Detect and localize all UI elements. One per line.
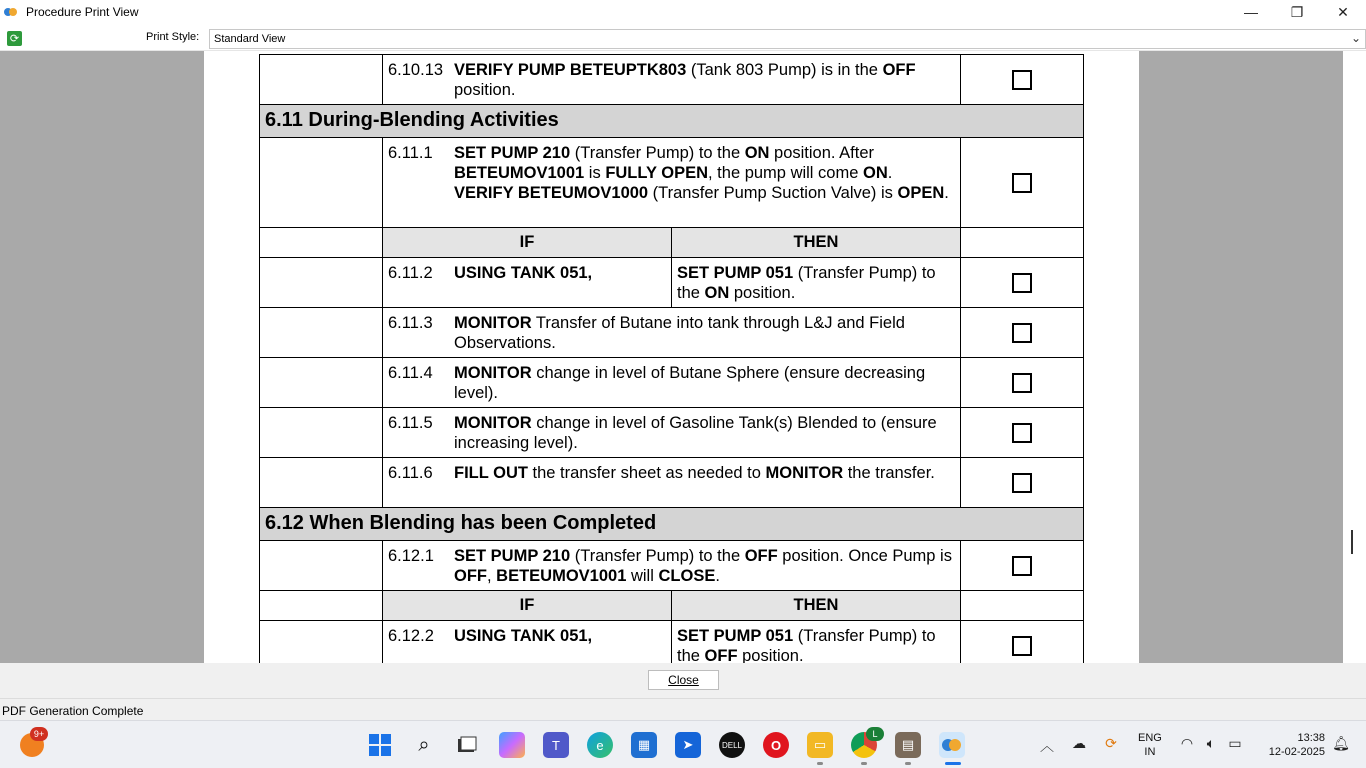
copilot-icon[interactable] — [499, 732, 525, 758]
step-number: 6.11.4 — [388, 364, 433, 382]
step — [388, 263, 665, 283]
refresh-icon[interactable]: ⟳ — [7, 31, 22, 46]
section-header-row — [260, 508, 1084, 541]
step-keyword: USING TANK 051, — [454, 264, 593, 282]
blank-cell — [260, 138, 383, 228]
minimize-button[interactable]: — — [1244, 4, 1258, 20]
step-number: 6.12.1 — [388, 547, 434, 565]
vertical-scrollbar[interactable] — [1343, 51, 1366, 663]
language-indicator[interactable] — [1138, 731, 1162, 759]
blank-cell — [260, 258, 383, 308]
blank-cell — [260, 55, 383, 105]
blank-cell — [961, 591, 1084, 621]
step-cell — [383, 408, 961, 458]
chrome-profile-badge: L — [866, 727, 884, 741]
notification-badge: 9+ — [30, 727, 48, 741]
notification-bell-icon[interactable]: 🔔︎ — [1332, 735, 1350, 751]
maximize-button[interactable]: ❐ — [1290, 3, 1304, 20]
task-view-icon[interactable] — [454, 732, 480, 758]
print-style-label: Print Style: — [146, 31, 200, 43]
signoff-cell — [961, 308, 1084, 358]
step-keyword: CLOSE — [658, 567, 716, 585]
volume-icon[interactable]: 🔈︎ — [1206, 735, 1216, 751]
step — [388, 546, 954, 586]
step-row — [260, 138, 1084, 228]
step-keyword: FILL OUT — [454, 464, 528, 482]
active-indicator — [945, 762, 961, 765]
step-text-fragment: (Tank 803 Pump) is in the — [686, 61, 883, 79]
step-row — [260, 308, 1084, 358]
chevron-down-icon[interactable]: ⌄ — [1350, 31, 1361, 45]
step-number: 6.10.13 — [388, 61, 444, 79]
step-text-fragment: (Transfer Pump) to the — [570, 547, 745, 565]
step-text-fragment: . — [715, 567, 720, 585]
step-text-fragment: is — [584, 164, 606, 182]
blank-cell — [260, 591, 383, 621]
step-checkbox[interactable] — [1012, 423, 1032, 443]
step-text-fragment: , the pump will come — [708, 164, 863, 182]
step-row — [260, 458, 1084, 508]
window-title: Procedure Print View — [26, 5, 139, 19]
sync-icon[interactable]: ⟳ — [1105, 735, 1117, 751]
print-style-value: Standard View — [214, 33, 286, 45]
step-text-fragment: change in level of Gasoline Tank(s) Blended to (ensure increasing level). — [454, 414, 937, 452]
start-icon[interactable] — [367, 732, 393, 758]
step-text-fragment: . — [944, 184, 949, 202]
power-automate-icon[interactable]: ➤ — [675, 732, 701, 758]
step — [388, 626, 665, 646]
if-then-header-row — [260, 228, 1084, 258]
app-logo-icon — [4, 6, 20, 18]
step-keyword: OFF — [744, 547, 778, 565]
step-cell — [383, 458, 961, 508]
step-text — [454, 626, 665, 646]
taskbar — [0, 720, 1366, 768]
signoff-cell — [961, 258, 1084, 308]
step-keyword: ON — [704, 284, 730, 302]
title-bar — [0, 0, 1366, 24]
search-icon[interactable]: ⌕ — [418, 733, 430, 756]
step-text-fragment: Transfer of Butane into tank through L&J and Field Observations. — [454, 314, 905, 352]
scrollbar-thumb[interactable] — [1351, 530, 1353, 554]
step-text-fragment: change in level of Butane Sphere (ensure decreasing level). — [454, 364, 926, 402]
step-keyword: MONITOR — [454, 414, 532, 432]
signoff-cell — [961, 358, 1084, 408]
clock-time: 13:38 — [1297, 732, 1325, 744]
step-text-fragment: position. — [454, 81, 516, 99]
dell-icon[interactable]: DELL — [719, 732, 745, 758]
step-text-fragment: position. — [737, 647, 804, 663]
step-row — [260, 408, 1084, 458]
step-text-fragment: will — [626, 567, 659, 585]
step-text-fragment: the transfer. — [843, 464, 935, 482]
if-header: IF — [383, 591, 672, 621]
section-title: 6.12 When Blending has been Completed — [260, 508, 1084, 541]
step-cell — [383, 541, 961, 591]
teams-icon[interactable]: T — [543, 732, 569, 758]
window-controls — [1228, 0, 1366, 24]
step-cell — [383, 138, 961, 228]
running-indicator — [861, 762, 867, 765]
language-code: ENG — [1138, 732, 1162, 744]
step-text-fragment: , — [487, 567, 497, 585]
running-indicator — [905, 762, 911, 765]
step-keyword: SET PUMP 210 — [454, 547, 571, 565]
if-then-step-row — [260, 621, 1084, 664]
step-keyword: ON — [744, 144, 770, 162]
if-then-step-row — [260, 258, 1084, 308]
opera-icon[interactable]: O — [763, 732, 789, 758]
blank-cell — [260, 621, 383, 664]
clock[interactable] — [1255, 731, 1325, 759]
step-checkbox[interactable] — [1012, 556, 1032, 576]
step-text — [454, 546, 954, 586]
blank-cell — [260, 541, 383, 591]
step-keyword: FULLY OPEN — [605, 164, 709, 182]
then-header: THEN — [672, 591, 961, 621]
step — [388, 463, 954, 483]
button-bar — [0, 663, 1366, 698]
procedure-table — [259, 54, 1084, 663]
print-style-select[interactable] — [209, 29, 1366, 49]
step-number: 6.11.3 — [388, 314, 433, 332]
step-keyword: USING TANK 051, — [454, 627, 593, 645]
onedrive-sync-icon[interactable]: ☁ — [1072, 735, 1086, 751]
step-keyword: SET PUMP 051 — [677, 627, 794, 645]
show-hidden-icons-icon[interactable]: ︿ — [1040, 738, 1054, 754]
step-number: 6.11.5 — [388, 414, 433, 432]
then-action-cell — [672, 621, 961, 664]
edge-icon[interactable]: e — [587, 732, 613, 758]
step-keyword: VERIFY BETEUMOV1000 — [454, 184, 649, 202]
step-text — [454, 463, 954, 483]
signoff-cell — [961, 621, 1084, 664]
step-text-fragment: (Transfer Pump) to the — [677, 627, 936, 663]
section-header-row — [260, 105, 1084, 138]
procedure-app-icon[interactable] — [939, 732, 965, 758]
step-row — [260, 55, 1084, 105]
blank-cell — [260, 458, 383, 508]
battery-icon[interactable]: ▭ — [1228, 735, 1242, 751]
step — [388, 413, 954, 453]
status-bar — [0, 698, 1366, 720]
step-keyword: OFF — [882, 61, 916, 79]
file-explorer-icon[interactable]: ▭ — [807, 732, 833, 758]
step-number: 6.11.1 — [388, 144, 433, 162]
step-keyword: OFF — [454, 567, 487, 585]
step-number: 6.12.2 — [388, 627, 434, 645]
if-condition-cell — [383, 621, 672, 664]
step-keyword: MONITOR — [454, 314, 532, 332]
if-header: IF — [383, 228, 672, 258]
if-condition-cell — [383, 258, 672, 308]
step-keyword: SET PUMP 210 — [454, 144, 571, 162]
blank-cell — [260, 308, 383, 358]
close-button[interactable]: Close — [648, 670, 719, 690]
status-text: PDF Generation Complete — [2, 704, 144, 718]
step-keyword: MONITOR — [765, 464, 844, 482]
wifi-icon[interactable]: ◠ — [1180, 735, 1194, 751]
step — [388, 143, 954, 203]
blank-cell — [260, 408, 383, 458]
step — [388, 313, 954, 353]
document-page — [204, 51, 1139, 663]
step-text-fragment: (Transfer Pump Suction Valve) is — [648, 184, 898, 202]
blank-cell — [260, 228, 383, 258]
step-number: 6.11.2 — [388, 264, 433, 282]
step-text — [454, 313, 954, 353]
step-checkbox[interactable] — [1012, 323, 1032, 343]
step-row — [260, 358, 1084, 408]
archive-app-icon[interactable]: ▤ — [895, 732, 921, 758]
step-text-fragment: position. Once Pump is — [777, 547, 952, 565]
step-text-fragment: (Transfer Pump) to the — [677, 264, 936, 302]
toolbar — [0, 27, 1366, 51]
step-checkbox[interactable] — [1012, 70, 1032, 90]
step-text-fragment: position. After — [769, 144, 875, 162]
step-checkbox[interactable] — [1012, 273, 1032, 293]
step-keyword: BETEUMOV1001 — [454, 164, 585, 182]
step — [388, 363, 954, 403]
step-keyword: OPEN — [897, 184, 945, 202]
step-text-fragment: the transfer sheet as needed to — [527, 464, 766, 482]
step-keyword: VERIFY PUMP BETEUPTK803 — [454, 61, 687, 79]
step-checkbox[interactable] — [1012, 473, 1032, 493]
step-text — [454, 263, 665, 283]
section-title: 6.11 During-Blending Activities — [260, 105, 1084, 138]
signoff-cell — [961, 541, 1084, 591]
blank-cell — [961, 228, 1084, 258]
close-window-button[interactable]: ✕ — [1337, 3, 1349, 20]
signoff-cell — [961, 138, 1084, 228]
then-header: THEN — [672, 228, 961, 258]
running-indicator — [817, 762, 823, 765]
step-keyword: MONITOR — [454, 364, 532, 382]
step-checkbox[interactable] — [1012, 636, 1032, 656]
step-text-fragment: (Transfer Pump) to the — [570, 144, 745, 162]
step-number: 6.11.6 — [388, 464, 433, 482]
step-text — [454, 60, 954, 100]
document-viewer[interactable] — [0, 51, 1343, 663]
blank-cell — [260, 358, 383, 408]
step-text — [454, 363, 954, 403]
step-keyword: OFF — [704, 647, 738, 663]
step-checkbox[interactable] — [1012, 173, 1032, 193]
step-cell — [383, 358, 961, 408]
step-checkbox[interactable] — [1012, 373, 1032, 393]
signoff-cell — [961, 458, 1084, 508]
then-action-cell — [672, 258, 961, 308]
step-row — [260, 541, 1084, 591]
clock-date: 12-02-2025 — [1268, 746, 1325, 758]
step-keyword: BETEUMOV1001 — [496, 567, 627, 585]
step-text-fragment: position. — [729, 284, 796, 302]
signoff-cell — [961, 408, 1084, 458]
store-icon[interactable]: ▦ — [631, 732, 657, 758]
step-keyword: SET PUMP 051 — [677, 264, 794, 282]
step-text — [454, 143, 954, 203]
step-cell — [383, 308, 961, 358]
region-code: IN — [1144, 746, 1156, 758]
signoff-cell — [961, 55, 1084, 105]
step-text-fragment: . — [887, 164, 893, 182]
if-then-header-row — [260, 591, 1084, 621]
step-text — [454, 413, 954, 453]
step — [388, 60, 954, 100]
step-keyword: ON — [863, 164, 888, 182]
step-cell — [383, 55, 961, 105]
